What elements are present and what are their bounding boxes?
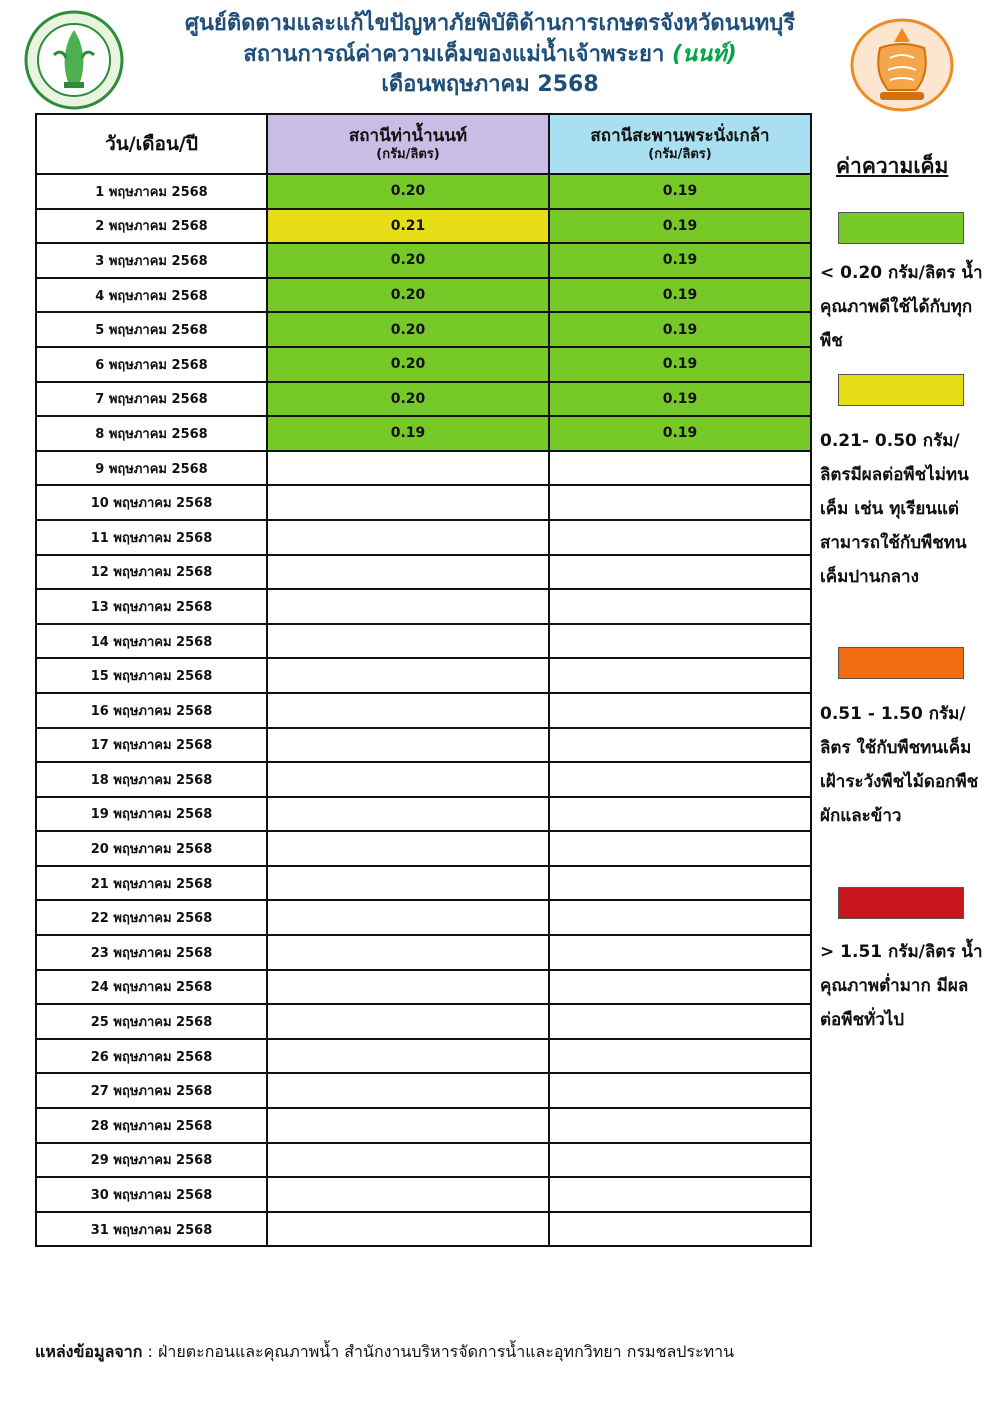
station2-value-cell [549,935,811,970]
station2-unit: (กรัม/ลิตร) [648,147,712,162]
source-label: แหล่งข้อมูลจาก [35,1342,143,1361]
station2-value-cell: 0.19 [549,416,811,451]
date-cell: 11 พฤษภาคม 2568 [36,520,267,555]
legend-swatch-yellow [838,374,964,406]
col-header-date: วัน/เดือน/ปี [36,114,267,174]
legend-text-orange: 0.51 - 1.50 กรัม/ลิตร ใช้กับพืชทนเค็มเฝ้าระวังพืชไม้ดอกพืชผักและข้าว [820,704,979,826]
station1-value-cell [267,762,549,797]
station2-value-cell [549,624,811,659]
table-row [36,1004,811,1039]
station2-value-cell [549,693,811,728]
table-row [36,900,811,935]
table-row [36,1143,811,1178]
date-cell: 25 พฤษภาคม 2568 [36,1004,267,1039]
table-row [36,797,811,832]
station1-value-cell [267,520,549,555]
title-line-2 [130,40,850,70]
station1-value-cell [267,1212,549,1247]
date-cell: 12 พฤษภาคม 2568 [36,555,267,590]
date-cell: 28 พฤษภาคม 2568 [36,1108,267,1143]
station2-value-cell [549,1039,811,1074]
legend-text-red: > 1.51 กรัม/ลิตร น้ำคุณภาพต่ำมาก มีผลต่อพืชทั่วไป [820,942,983,1030]
table-row [36,1073,811,1108]
station1-value-cell: 0.20 [267,382,549,417]
date-cell: 6 พฤษภาคม 2568 [36,347,267,382]
station2-value-cell: 0.19 [549,174,811,209]
table-row [36,831,811,866]
table-row [36,174,811,209]
station2-value-cell [549,589,811,624]
table-row [36,970,811,1005]
legend-swatch-green [838,212,964,244]
table-row [36,1177,811,1212]
station1-value-cell [267,624,549,659]
station1-value-cell [267,866,549,901]
table-row [36,382,811,417]
table-row [36,347,811,382]
salinity-table [35,113,812,1247]
table-row [36,658,811,693]
legend-text-green: < 0.20 กรัม/ลิตร น้ำคุณภาพดีใช้ได้กับทุกพืช [820,263,983,351]
date-cell: 4 พฤษภาคม 2568 [36,278,267,313]
legend-text-yellow: 0.21- 0.50 กรัม/ลิตรมีผลต่อพืชไม่ทนเค็ม เช่น ทุเรียนแต่สามารถใช้กับพืชทนเค็มปานกลาง [820,431,969,587]
station1-value-cell [267,555,549,590]
table-row [36,485,811,520]
station1-value-cell [267,451,549,486]
date-cell: 24 พฤษภาคม 2568 [36,970,267,1005]
station2-value-cell [549,1177,811,1212]
title-line-2-text: สถานการณ์ค่าความเค็มของแม่น้ำเจ้าพระยา [243,42,665,67]
date-cell: 14 พฤษภาคม 2568 [36,624,267,659]
table-row [36,1212,811,1247]
table-row [36,624,811,659]
title-line-1: ศูนย์ติดตามและแก้ไขปัญหาภัยพิบัติด้านการเกษตรจังหวัดนนทบุรี [184,11,796,36]
station1-value-cell: 0.20 [267,278,549,313]
station2-value-cell [549,520,811,555]
col-header-station1 [267,114,549,174]
station1-value-cell [267,1177,549,1212]
station1-value-cell: 0.20 [267,312,549,347]
table-row [36,728,811,763]
station2-value-cell [549,1073,811,1108]
date-cell: 31 พฤษภาคม 2568 [36,1212,267,1247]
legend-title: ค่าความเค็ม [836,154,949,178]
station1-value-cell [267,1039,549,1074]
table-row [36,693,811,728]
legend-swatch-orange [838,647,964,679]
station2-value-cell: 0.19 [549,278,811,313]
station1-value-cell [267,935,549,970]
station2-value-cell [549,1004,811,1039]
station1-value-cell [267,658,549,693]
station1-value-cell: 0.20 [267,174,549,209]
station2-value-cell [549,831,811,866]
station2-value-cell [549,1108,811,1143]
table-row [36,555,811,590]
station2-value-cell [549,970,811,1005]
station2-value-cell: 0.19 [549,382,811,417]
date-cell: 5 พฤษภาคม 2568 [36,312,267,347]
date-cell: 13 พฤษภาคม 2568 [36,589,267,624]
station1-value-cell: 0.20 [267,347,549,382]
station1-name: สถานีท่าน้ำนนท์ [348,126,468,146]
date-cell: 29 พฤษภาคม 2568 [36,1143,267,1178]
station2-value-cell [549,485,811,520]
station1-unit: (กรัม/ลิตร) [376,147,440,162]
station1-value-cell [267,1073,549,1108]
table-row [36,451,811,486]
table-row [36,416,811,451]
station2-value-cell: 0.19 [549,209,811,244]
date-cell: 30 พฤษภาคม 2568 [36,1177,267,1212]
title-line-3: เดือนพฤษภาคม 2568 [381,72,599,97]
date-cell: 19 พฤษภาคม 2568 [36,797,267,832]
station1-value-cell [267,485,549,520]
source-footer [35,1340,734,1365]
table-row [36,243,811,278]
page-header [0,0,1000,112]
station2-value-cell [549,728,811,763]
title-line-2-accent: (นนท์) [671,42,737,67]
date-cell: 27 พฤษภาคม 2568 [36,1073,267,1108]
nonthaburi-seal-icon [850,18,954,112]
station2-value-cell [549,762,811,797]
table-row [36,1108,811,1143]
station2-value-cell [549,1143,811,1178]
table-row [36,935,811,970]
table-row [36,1039,811,1074]
date-cell: 10 พฤษภาคม 2568 [36,485,267,520]
date-cell: 9 พฤษภาคม 2568 [36,451,267,486]
date-cell: 1 พฤษภาคม 2568 [36,174,267,209]
station1-value-cell [267,831,549,866]
table-row [36,209,811,244]
date-cell: 8 พฤษภาคม 2568 [36,416,267,451]
station1-value-cell [267,900,549,935]
date-cell: 26 พฤษภาคม 2568 [36,1039,267,1074]
ministry-seal-icon [24,10,124,110]
col-header-station2 [549,114,811,174]
station1-value-cell [267,970,549,1005]
station1-value-cell [267,1004,549,1039]
date-cell: 17 พฤษภาคม 2568 [36,728,267,763]
table-row [36,589,811,624]
station2-value-cell [549,555,811,590]
date-cell: 3 พฤษภาคม 2568 [36,243,267,278]
station1-value-cell: 0.19 [267,416,549,451]
date-cell: 22 พฤษภาคม 2568 [36,900,267,935]
date-cell: 18 พฤษภาคม 2568 [36,762,267,797]
station2-value-cell [549,797,811,832]
station2-value-cell [549,1212,811,1247]
station1-value-cell [267,728,549,763]
station2-value-cell: 0.19 [549,243,811,278]
legend-swatch-red [838,887,964,919]
station2-value-cell: 0.19 [549,312,811,347]
date-cell: 23 พฤษภาคม 2568 [36,935,267,970]
date-cell: 16 พฤษภาคม 2568 [36,693,267,728]
station2-value-cell [549,658,811,693]
station1-value-cell [267,589,549,624]
table-row [36,520,811,555]
station1-value-cell [267,1108,549,1143]
date-cell: 7 พฤษภาคม 2568 [36,382,267,417]
source-text: : ฝ่ายตะกอนและคุณภาพน้ำ สำนักงานบริหารจัดการน้ำและอุทกวิทยา กรมชลประทาน [142,1342,735,1361]
station1-value-cell [267,1143,549,1178]
station2-name: สถานีสะพานพระนั่งเกล้า [590,126,770,146]
table-header-row [36,114,811,174]
date-cell: 15 พฤษภาคม 2568 [36,658,267,693]
station2-value-cell [549,866,811,901]
station2-value-cell: 0.19 [549,347,811,382]
table-row [36,278,811,313]
station1-value-cell: 0.20 [267,243,549,278]
station1-value-cell [267,693,549,728]
table-row [36,866,811,901]
date-cell: 2 พฤษภาคม 2568 [36,209,267,244]
table-row [36,762,811,797]
station2-value-cell [549,900,811,935]
date-cell: 21 พฤษภาคม 2568 [36,866,267,901]
station1-value-cell: 0.21 [267,209,549,244]
date-cell: 20 พฤษภาคม 2568 [36,831,267,866]
station1-value-cell [267,797,549,832]
station2-value-cell [549,451,811,486]
table-row [36,312,811,347]
title-block [130,8,850,100]
